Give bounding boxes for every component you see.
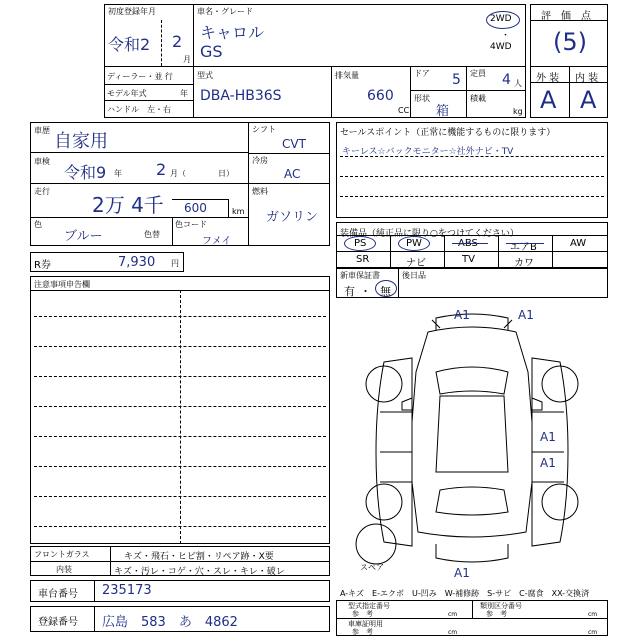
divider [172,199,228,200]
divider [104,66,526,67]
dashed-rule [34,466,326,467]
divider [498,235,499,268]
divider [248,183,330,184]
divider [248,153,330,154]
divider [193,66,194,118]
first-reg-month: 2 [172,32,183,51]
divider [110,546,111,576]
exterior-label: 外 装 [536,73,560,84]
mileage-label: 走行 [34,187,50,196]
equip-abs: ABS [458,238,478,249]
type-label: 型式 [197,71,213,80]
divider [30,183,248,184]
warranty-no-circle [375,280,397,297]
capacity-value: 4 [502,72,511,88]
category-label: 類別区分番号 [480,602,522,610]
equip-leather: カワ [514,258,534,269]
equip-aw: AW [570,238,587,249]
color-code-label: 色コード [175,220,207,229]
inspection-month-paren: 月（ 日） [170,169,234,178]
ref-1: 参 考 [352,610,373,618]
cm-4: cm [588,629,598,636]
mileage-extra: 600 [184,201,207,215]
sales-point-line1: キーレス☆バックモニター☆社外ナビ・TV [342,147,514,157]
divider [398,268,399,298]
handle-label: ハンドル 左・右 [107,105,171,114]
exterior-value: A [540,86,557,114]
warranty-yes: 有 [344,285,355,298]
divider [161,20,162,66]
dashed-rule [34,436,326,437]
divider [248,122,249,246]
chassis-value: 235173 [102,583,152,598]
cc-unit: CC [398,106,410,115]
kg-unit: kg [513,107,523,116]
divider [569,66,570,118]
sales-point-label: セールスポイント（正常に機能するものに限ります） [340,128,556,138]
shift-value: CVT [282,137,306,151]
inspection-month: 2 [156,160,167,179]
warranty-dot: ・ [360,285,371,298]
equip-tv: TV [462,254,475,265]
divider [390,235,391,268]
car-name-label: 車名・グレード [197,7,253,16]
divider [444,235,445,268]
damage-mark: A1 [518,308,534,322]
interior-value: キズ・汚レ・コゲ・穴・スレ・キレ・破レ [114,567,285,577]
inspection-year-unit: 年 [114,169,122,178]
color-code-value: フメイ [202,236,232,247]
capacity-label: 定員 [470,69,486,78]
mileage-value: 2万 4千 [92,193,164,217]
model-year-label: モデル年式 [107,89,147,98]
equip-navi: ナビ [406,258,426,269]
shape-label: 形状 [414,94,430,103]
divider [466,66,467,118]
inspection-era: 令和9 [64,163,107,182]
score-value: (5) [553,28,587,56]
equip-airbag-strike [506,243,544,244]
displacement-label: 排気量 [335,71,359,80]
use-value: 自家用 [54,131,108,152]
plate-value: 広島 583 あ 4862 [102,615,238,630]
drive-4wd: 4WD [490,42,512,52]
dashed-rule [340,156,604,157]
dashed-rule [340,176,604,177]
divider [104,100,193,101]
later-label: 後日品 [402,271,426,280]
divider [172,217,173,246]
divider [94,580,95,602]
equip-abs-strike [452,243,488,244]
equip-airbag: エアB [510,242,537,253]
ref-2: 参 考 [486,610,507,618]
recycle-box [30,252,184,272]
car-diagram [336,302,608,582]
interior-label: 内装 [56,565,72,574]
recycle-label: R券 [34,260,51,271]
front-glass-value: キズ・飛石・ヒビ割・リペア跡・X要 [124,552,274,562]
divider [472,600,473,618]
equip-ps-circle [344,236,376,251]
type-cert-label: 型式指定番号 [348,602,390,610]
dashed-rule [34,316,326,317]
cm-2: cm [588,611,598,618]
door-label: ドア [414,69,430,78]
cert-label: 車庫証明用 [348,620,383,628]
warranty-label: 新車保証書 [340,271,380,280]
dealer-label: ディーラー・並 行 [107,72,173,81]
car-name: キャロル [200,23,265,42]
ac-value: AC [284,167,301,181]
equip-pw-circle [398,236,430,251]
dashed-rule [34,346,326,347]
damage-mark: A1 [454,566,470,580]
chassis-label: 車台番号 [38,589,78,600]
dashed-rule [34,406,326,407]
damage-mark: A1 [454,308,470,322]
dashed-rule [340,196,604,197]
equip-pw: PW [406,238,422,249]
divider [104,84,193,85]
divider [94,606,95,632]
type-value: DBA-HB36S [200,88,282,104]
equipment-label: 装備品（純正品に限り○をつけてください） [340,229,519,239]
first-reg-label: 初度登録年月 [108,7,156,16]
first-reg-era: 令和2 [108,35,151,54]
notes-label: 注意事項申告欄 [34,280,90,289]
year-unit: 年 [180,89,188,98]
dashed-rule [34,496,326,497]
cm-3: cm [448,629,458,636]
divider [331,66,332,118]
equip-sr: SR [356,254,370,265]
damage-mark: A1 [540,456,556,470]
divider [228,199,229,217]
equip-ps: PS [354,238,367,249]
plate-label: 登録番号 [38,617,78,628]
ac-label: 冷房 [252,156,268,165]
dashed-column [180,290,181,544]
score-label: 評 価 点 [541,11,591,22]
inspection-label: 車検 [34,157,50,166]
door-value: 5 [452,72,461,88]
color-value: ブルー [64,229,103,244]
divider [552,235,553,268]
drive-dot: ・ [501,31,511,41]
front-glass-label: フロントガラス [34,550,90,559]
shape-value: 箱 [436,104,450,119]
recycle-value: 7,930 [118,255,156,270]
color-label: 色 [34,220,42,229]
capacity-unit: 人 [514,79,522,88]
divider [410,90,526,91]
interior-value: A [580,86,597,114]
month-unit: 月 [183,55,191,64]
interior-label: 内 装 [575,73,599,84]
weight-label: 積載 [470,94,486,103]
shift-label: シフト [252,125,276,134]
spare-label: スペア [360,563,384,572]
fuel-value: ガソリン [266,210,319,225]
color-replace-label: 色替 [144,230,160,239]
drive-2wd: 2WD [490,14,512,24]
divider [193,4,194,66]
use-label: 車歴 [34,126,50,135]
divider [410,66,411,118]
recycle-unit: 円 [171,259,179,268]
dashed-rule [34,526,326,527]
km-unit: km [232,207,245,216]
divider [336,251,608,252]
dashed-rule [34,376,326,377]
damage-legend: A-キズ E-エクボ U-凹み W-補修跡 S-サビ C-腐食 XX-交換済 [340,589,590,598]
fuel-label: 燃料 [252,187,268,196]
cm-1: cm [448,611,458,618]
damage-mark: A1 [540,430,556,444]
ref-3: 参 考 [352,628,373,636]
warranty-no: 無 [380,285,391,298]
grade: GS [200,42,223,61]
displacement-value: 660 [367,88,394,104]
divider [336,235,608,236]
